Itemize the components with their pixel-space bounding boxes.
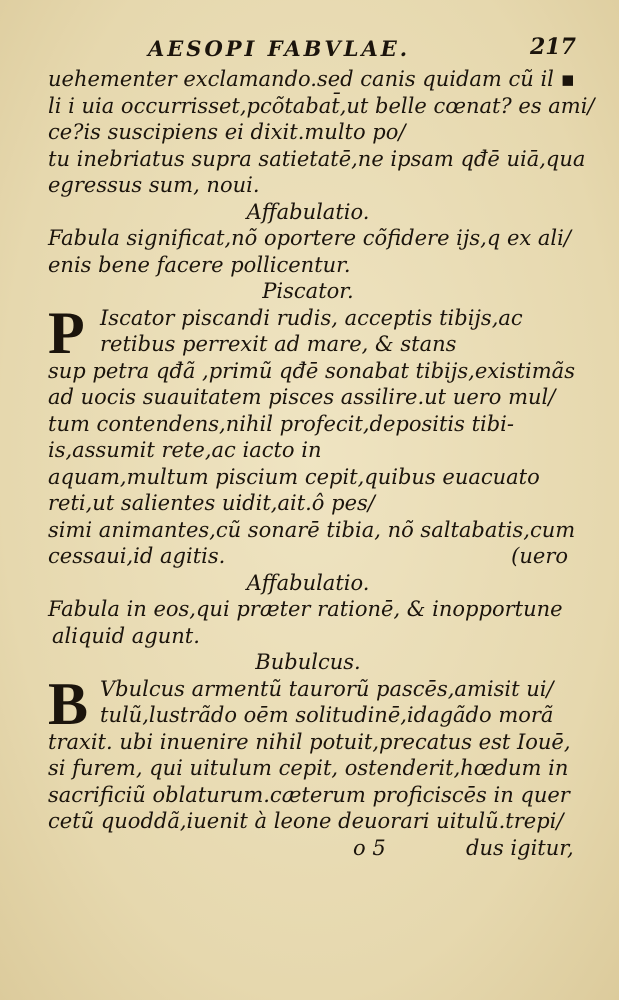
text-line: tu inebriatus supra satietatē,ne ipsam qđē uiā,qua — [48, 146, 586, 171]
text-line: tulũ,lustrãdo oēm solitudinē,idagãdo morã — [100, 703, 554, 727]
text-line: tum contendens,nihil profecit,depositis tibi- — [48, 411, 514, 436]
text-line: li i uia occurrisset,pcõtabat̄,ut belle cœnat? es ami/ — [48, 93, 595, 118]
page-header — [0, 32, 619, 62]
text-line: cetũ quoddã,iuenit à leone deuorari uitulũ.trepi/ — [48, 809, 564, 833]
text-line: ce?is suscipiens ei dixit.multo po/ — [48, 120, 406, 144]
text-block — [48, 66, 595, 861]
line-turnover: (uero — [511, 544, 568, 568]
line-text: cessaui,id agitis. — [48, 544, 226, 568]
text-line — [48, 543, 568, 570]
text-line: retibus perrexit ad mare, & stans — [100, 332, 457, 356]
text-line: Vbulcus armentũ taurorũ pascēs,amisit ui/ — [100, 676, 554, 701]
signature-mark: o 5 — [353, 835, 386, 860]
text-line: aliquid agunt. — [52, 623, 200, 648]
text-line: uehementer exclamando.sed canis quidam cũ il ▪ — [48, 67, 575, 91]
page-number: 217 — [530, 34, 576, 60]
drop-cap: P — [48, 299, 85, 366]
text-line: simi animantes,cũ sonarē tibia, nõ saltabatis,cum — [48, 517, 576, 542]
text-line: egressus sum, noui. — [48, 173, 260, 197]
text-line: ad uocis suauitatem pisces assilire.ut uero mul/ — [48, 385, 556, 409]
text-line: Fabula significat,nõ oportere cõfidere ijs,q ex ali/ — [48, 226, 571, 250]
paragraph-piscator — [48, 299, 568, 366]
section-heading: Affabulatio. — [246, 570, 370, 595]
text-line: enis bene facere pollicentur. — [48, 252, 351, 277]
fable-title: Bubulcus. — [255, 650, 361, 674]
paragraph-bubulcus — [48, 670, 568, 737]
text-line: aquam,multum piscium cepit,quibus euacuato — [48, 464, 540, 489]
text-line: sacrificiũ oblaturum.cæterum proficiscēs in quer — [48, 782, 570, 807]
text-line: traxit. ubi inuenire nihil potuit,precatus est Iouē, — [48, 729, 571, 754]
catchword: dus igitur, — [466, 835, 574, 860]
text-line: reti,ut salientes uidit,ait.ô pes/ — [48, 491, 375, 515]
text-line: Iscator piscandi rudis, acceptis tibijs,ac — [100, 305, 523, 330]
fable-title: Piscator. — [262, 279, 354, 303]
text-line: Fabula in eos,qui præter rationē, & inopportune — [48, 597, 563, 621]
text-line: is,assumit rete,ac iacto in — [48, 438, 322, 462]
drop-cap: B — [48, 670, 89, 737]
running-head: AESOPI FABVLAE. — [148, 36, 411, 61]
footer-line — [48, 835, 574, 862]
text-line: si furem, qui uitulum cepit, ostenderit,hœdum in — [48, 756, 569, 780]
section-heading: Affabulatio. — [246, 199, 370, 224]
text-line: sup petra qđã ,primũ qđē sonabat tibijs,existimãs — [48, 358, 575, 383]
